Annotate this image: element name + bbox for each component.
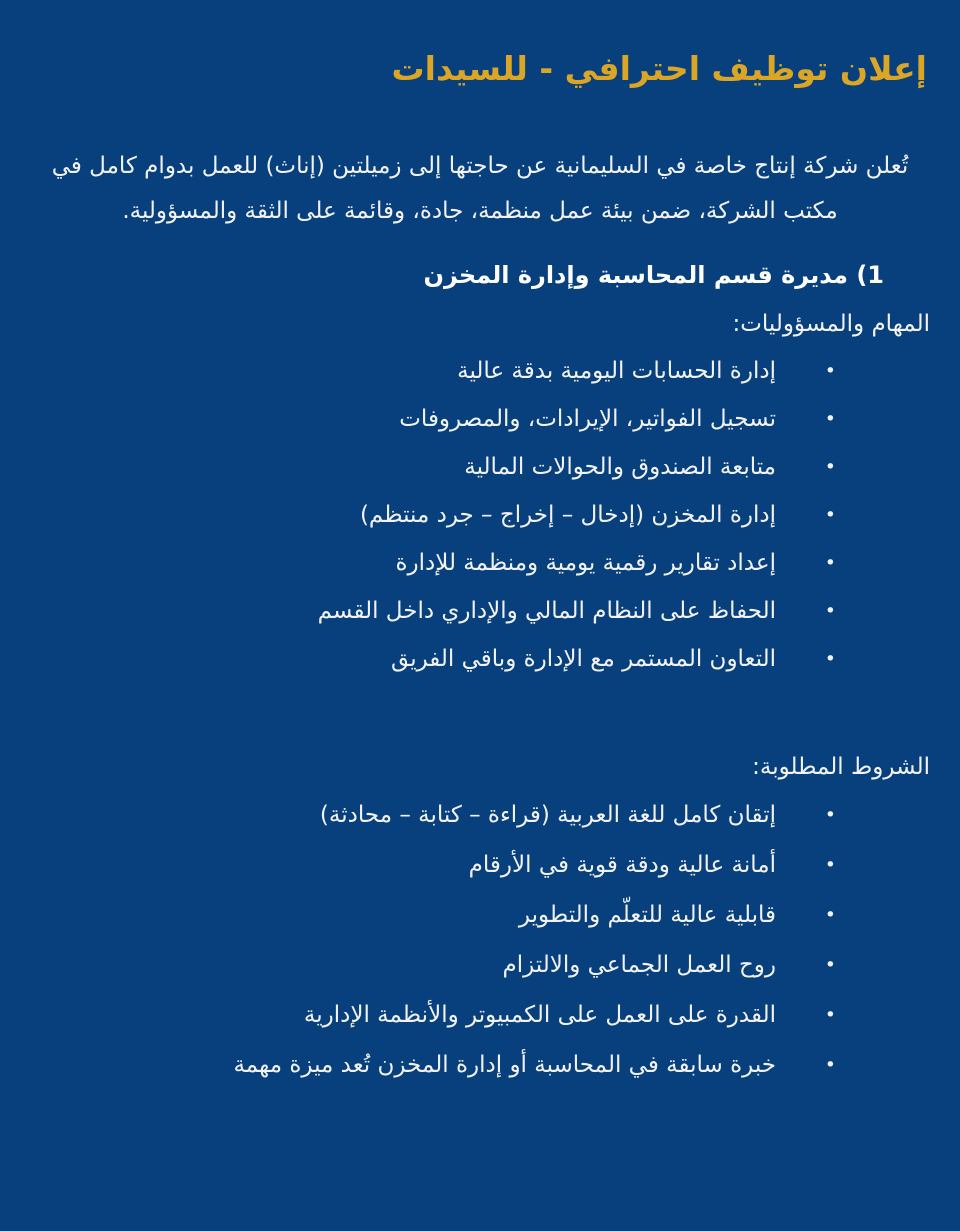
list-item (28, 635, 932, 683)
list-item (28, 1040, 932, 1090)
duties-list (28, 347, 932, 683)
bullet-icon: • (824, 647, 836, 670)
list-item (28, 840, 932, 890)
bullet-icon: • (824, 455, 836, 478)
intro-paragraph: تُعلن شركة إنتاج خاصة في السليمانية عن حاجتها إلى زميلتين (إناث) للعمل بدوام كامل في مكتب الشركة، ضمن بيئة عمل منظمة، جادة، وقائمة على الثقة والمسؤولية. (51, 153, 909, 224)
position-heading: 1) مديرة قسم المحاسبة وإدارة المخزن (423, 261, 884, 289)
duties-heading: المهام والمسؤوليات: (732, 311, 930, 337)
duty-item-text: تسجيل الفواتير، الإيرادات، والمصروفات (399, 406, 776, 432)
duty-item-text: إعداد تقارير رقمية يومية ومنظمة للإدارة (395, 550, 776, 576)
requirement-item-text: قابلية عالية للتعلّم والتطوير (518, 902, 776, 928)
list-item (28, 443, 932, 491)
duty-item-text: الحفاظ على النظام المالي والإداري داخل القسم (317, 598, 776, 624)
bullet-icon: • (824, 853, 836, 876)
list-item (28, 491, 932, 539)
bullet-icon: • (824, 1003, 836, 1026)
page-title: إعلان توظيف احترافي - للسيدات (391, 49, 927, 88)
list-item (28, 790, 932, 840)
list-item (28, 587, 932, 635)
requirement-item-text: القدرة على العمل على الكمبيوتر والأنظمة الإدارية (303, 1002, 776, 1028)
list-item (28, 940, 932, 990)
bullet-icon: • (824, 903, 836, 926)
bullet-icon: • (824, 1053, 836, 1076)
requirement-item-text: خبرة سابقة في المحاسبة أو إدارة المخزن تُعد ميزة مهمة (233, 1052, 776, 1078)
list-item (28, 990, 932, 1040)
duty-item-text: متابعة الصندوق والحوالات المالية (464, 454, 776, 480)
bullet-icon: • (824, 503, 836, 526)
bullet-icon: • (824, 599, 836, 622)
requirements-list (28, 790, 932, 1090)
list-item (28, 395, 932, 443)
bullet-icon: • (824, 359, 836, 382)
requirement-item-text: روح العمل الجماعي والالتزام (502, 952, 776, 978)
duty-item-text: التعاون المستمر مع الإدارة وباقي الفريق (391, 646, 776, 672)
list-item (28, 347, 932, 395)
list-item (28, 890, 932, 940)
requirement-item-text: إتقان كامل للغة العربية (قراءة – كتابة – محادثة) (319, 802, 776, 828)
duty-item-text: إدارة المخزن (إدخال – إخراج – جرد منتظم) (359, 502, 776, 528)
bullet-icon: • (824, 407, 836, 430)
list-item (28, 539, 932, 587)
bullet-icon: • (824, 953, 836, 976)
bullet-icon: • (824, 803, 836, 826)
requirement-item-text: أمانة عالية ودقة قوية في الأرقام (468, 852, 776, 878)
requirements-heading: الشروط المطلوبة: (752, 754, 930, 780)
duty-item-text: إدارة الحسابات اليومية بدقة عالية (457, 358, 776, 384)
bullet-icon: • (824, 551, 836, 574)
